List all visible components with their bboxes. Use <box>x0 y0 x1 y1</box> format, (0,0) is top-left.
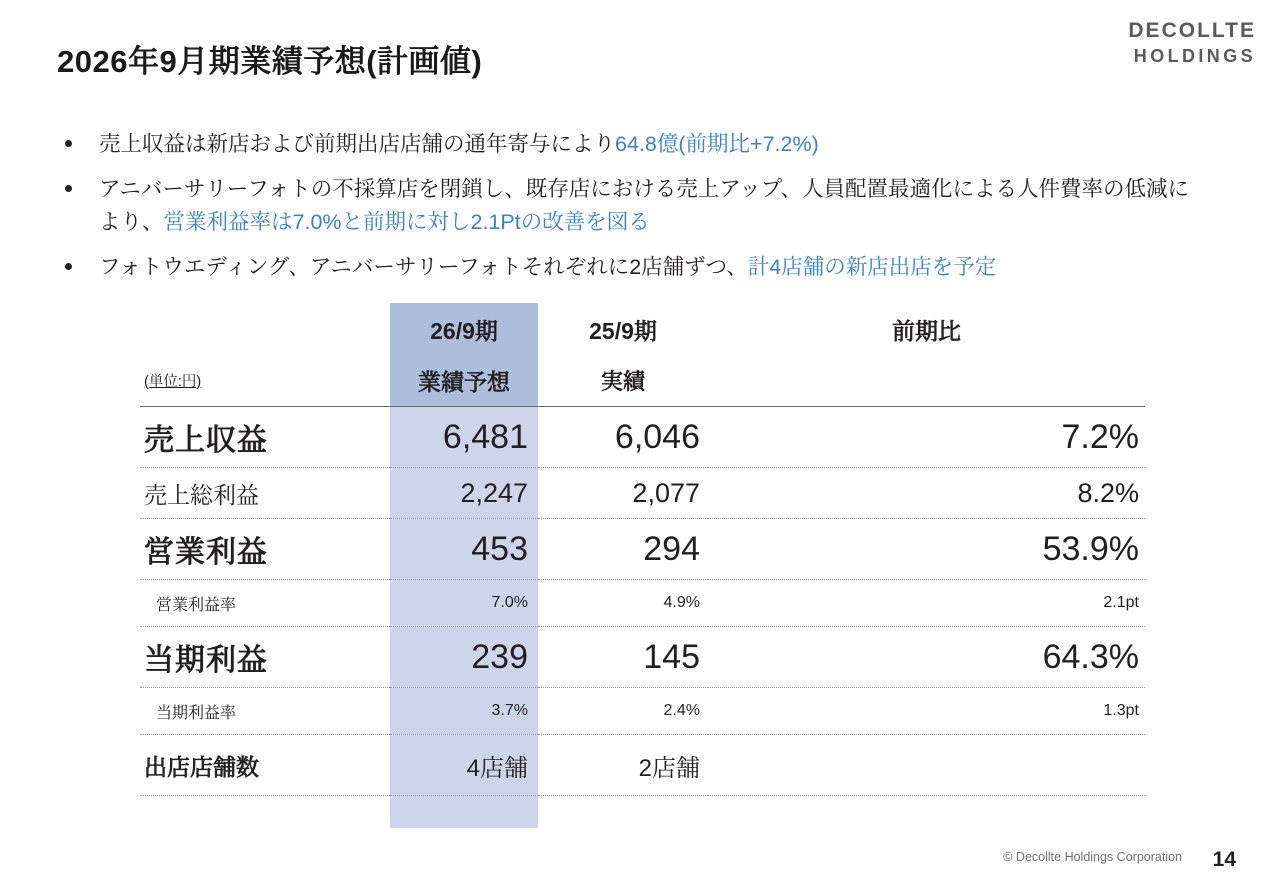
list-item <box>55 128 1205 162</box>
header-col-c: 前期比 <box>892 317 961 344</box>
logo-line-1: DECOLLTE <box>1128 19 1256 42</box>
row-label: 当期利益率 <box>140 688 390 735</box>
forecast-table <box>140 303 1145 796</box>
row-value-actual: 294 <box>538 519 708 580</box>
row-value-actual: 2,077 <box>538 468 708 519</box>
row-label: 当期利益 <box>140 627 390 688</box>
forecast-table-container <box>140 303 1145 796</box>
row-label: 売上収益 <box>140 407 390 468</box>
row-value-yoy: 53.9% <box>708 519 1145 580</box>
row-value-yoy <box>708 735 1145 796</box>
header-blank-cell <box>140 303 390 355</box>
row-value-forecast: 2,247 <box>390 468 538 519</box>
bullet-text-highlight: 64.8億(前期比+7.2%) <box>615 132 819 156</box>
bullet-text-plain: フォトウエディング、アニバーサリーフォトそれぞれに2店舗ずつ、 <box>99 254 748 279</box>
row-label: 売上総利益 <box>140 468 390 519</box>
bullet-list <box>55 128 1205 295</box>
row-value-actual: 6,046 <box>538 407 708 468</box>
row-value-yoy: 2.1pt <box>708 580 1145 627</box>
row-value-yoy: 64.3% <box>708 627 1145 688</box>
row-value-forecast: 6,481 <box>390 407 538 468</box>
bullet-text-plain: アニバーサリーフォトの不採算店を閉鎖し、既存店における売上アップ、人員配置最適化による人件費率の低減により、 <box>99 176 1190 235</box>
row-label: 出店店舗数 <box>140 735 390 796</box>
header-col-b-line1: 25/9期 <box>589 317 657 344</box>
row-value-actual: 2.4% <box>538 688 708 735</box>
row-label: 営業利益 <box>140 519 390 580</box>
row-value-forecast: 453 <box>390 519 538 580</box>
table-row <box>140 735 1145 796</box>
page-title: 2026年9月期業績予想(計画値) <box>57 44 483 79</box>
copyright-text: © Decollte Holdings Corporation <box>1003 850 1182 864</box>
table-row <box>140 627 1145 688</box>
table-header-row-2 <box>140 355 1145 407</box>
table-row <box>140 580 1145 627</box>
table-row <box>140 519 1145 580</box>
row-value-forecast: 4店舗 <box>390 735 538 796</box>
row-value-forecast: 239 <box>390 627 538 688</box>
header-col-a-line2: 業績予想 <box>390 355 538 407</box>
row-value-yoy: 7.2% <box>708 407 1145 468</box>
table-row <box>140 407 1145 468</box>
row-value-yoy: 1.3pt <box>708 688 1145 735</box>
header-col-c-spacer <box>708 355 1145 407</box>
row-value-actual: 4.9% <box>538 580 708 627</box>
row-value-actual: 145 <box>538 627 708 688</box>
bullet-text-highlight: 計4店舗の新店出店を予定 <box>747 254 997 279</box>
header-col-a-line1: 26/9期 <box>430 317 498 344</box>
header-col-b-line2: 実績 <box>538 355 708 407</box>
row-value-yoy: 8.2% <box>708 468 1145 519</box>
page-number: 14 <box>1212 848 1236 871</box>
bullet-dot-icon <box>65 185 72 192</box>
bullet-dot-icon <box>65 140 72 147</box>
table-row <box>140 688 1145 735</box>
table-row <box>140 468 1145 519</box>
row-value-forecast: 3.7% <box>390 688 538 735</box>
bullet-dot-icon <box>65 263 72 270</box>
list-item <box>55 251 1205 285</box>
row-label: 営業利益率 <box>140 580 390 627</box>
row-value-actual: 2店舗 <box>538 735 708 796</box>
table-header-row-1 <box>140 303 1145 355</box>
bullet-text-plain: 売上収益は新店および前期出店店舗の通年寄与により <box>99 132 616 156</box>
row-value-forecast: 7.0% <box>390 580 538 627</box>
list-item <box>55 173 1205 240</box>
company-logo <box>1128 18 1256 68</box>
logo-line-2: HOLDINGS <box>1133 45 1256 66</box>
unit-note: (単位:円) <box>140 355 390 407</box>
bullet-text-highlight: 営業利益率は7.0%と前期に対し2.1Ptの改善を図る <box>163 210 650 235</box>
